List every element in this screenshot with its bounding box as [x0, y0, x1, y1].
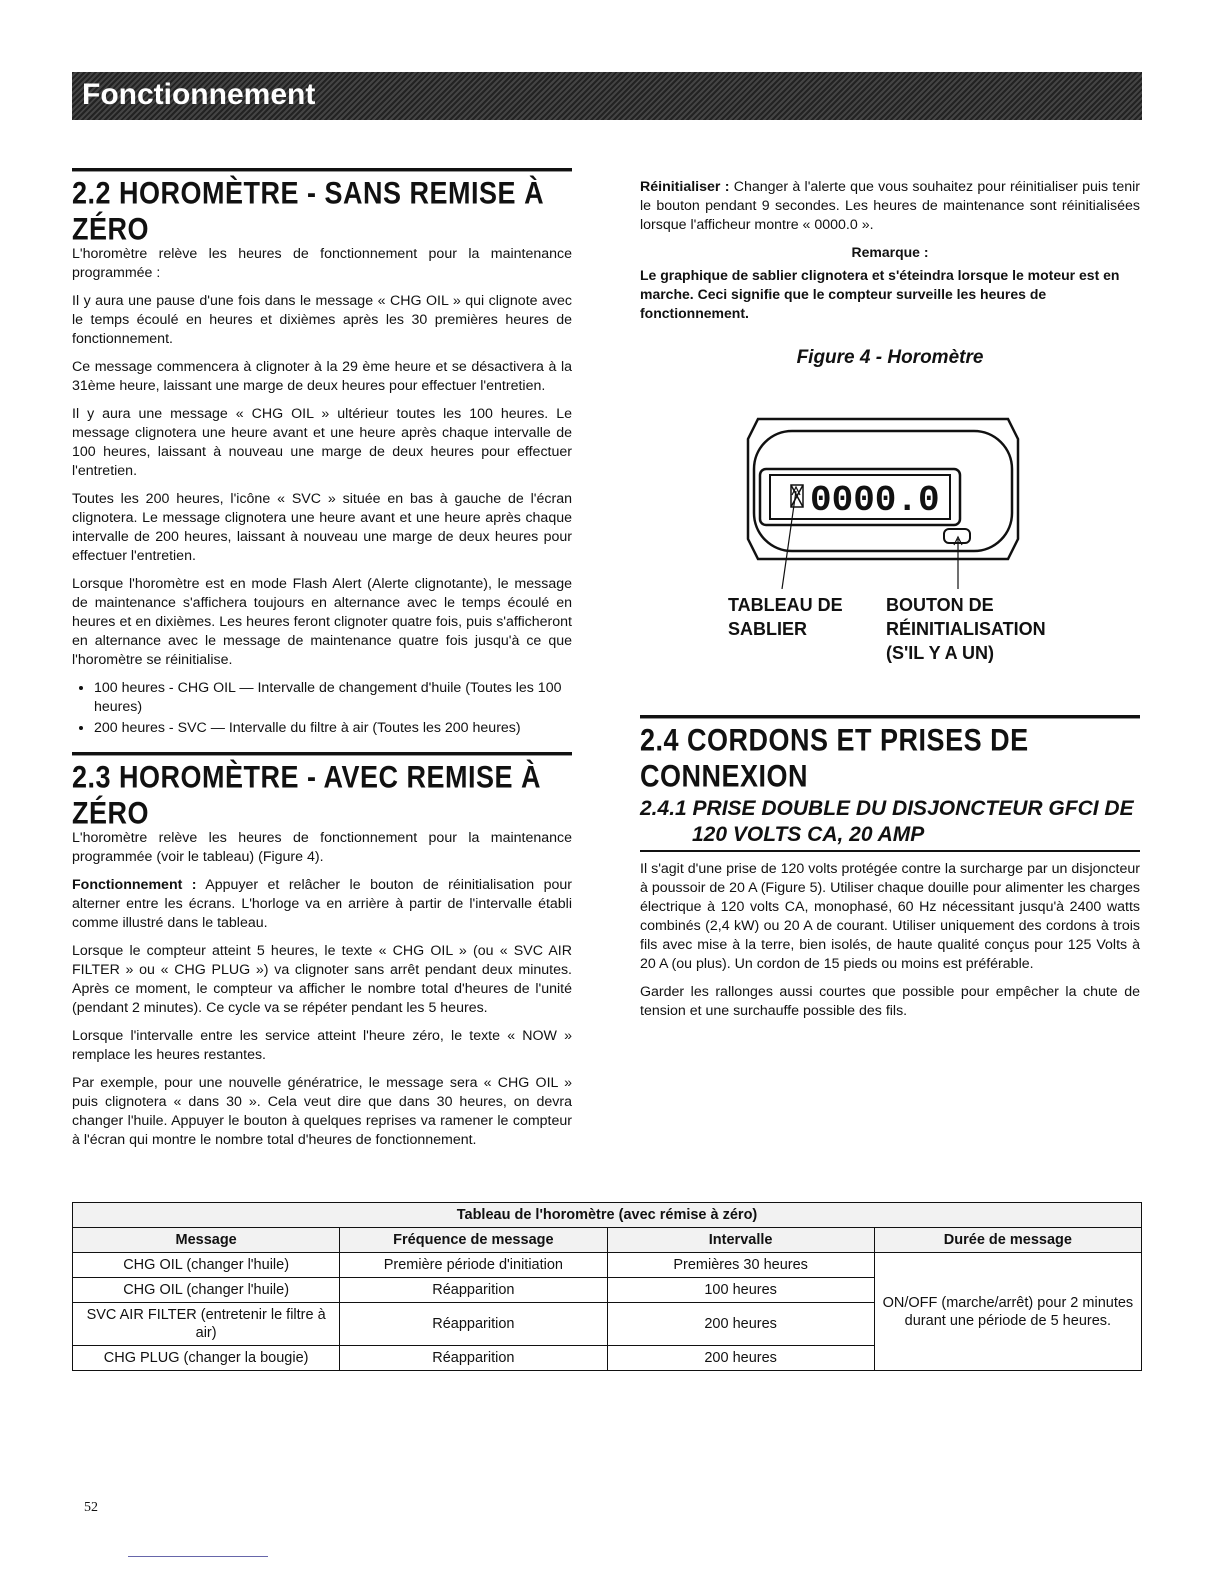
- duration-cell: ON/OFF (marche/arrêt) pour 2 minutes durant une période de 5 heures.: [874, 1253, 1141, 1371]
- column-header: Message: [73, 1228, 340, 1253]
- hour-meter-figure: [640, 379, 1140, 709]
- column-header: Intervalle: [607, 1228, 874, 1253]
- table-cell: Réapparition: [340, 1278, 607, 1303]
- paragraph: Par exemple, pour une nouvelle génératrice, le message sera « CHG OIL » puis clignotera « dans 30 ». Cela veut dire que dans 30 heures, on devra changer l'huile. Appuyer le bouton à quelques reprises va ramener le compteur à l'écran qui montre le nombre total d'heures de fonctionnement.: [72, 1075, 572, 1148]
- table-cell: CHG OIL (changer l'huile): [73, 1278, 340, 1303]
- figure-caption: Figure 4 - Horomètre: [796, 347, 984, 368]
- paragraph: L'horomètre relève les heures de fonctionnement pour la maintenance programmée :: [72, 246, 572, 281]
- footer-divider: [128, 1556, 268, 1557]
- table-cell: 200 heures: [607, 1346, 874, 1371]
- section-2-4-title: 2.4 CORDONS ET PRISES DE CONNEXION: [640, 715, 1140, 794]
- column-header: Durée de message: [874, 1228, 1141, 1253]
- column-header: Fréquence de message: [340, 1228, 607, 1253]
- paragraph: Lorsque l'intervalle entre les service atteint l'heure zéro, le texte « NOW » remplace les heures restantes.: [72, 1028, 572, 1063]
- right-column: [640, 178, 1140, 1030]
- display-value: 0000.0: [810, 480, 940, 521]
- table-caption: Tableau de l'horomètre (avec rémise à zéro): [73, 1203, 1142, 1228]
- paragraph: Ce message commencera à clignoter à la 29 ème heure et se désactivera à la 31ème heure, laissant une marge de deux heures pour effectuer l'entretien.: [72, 359, 572, 394]
- table-cell: 100 heures: [607, 1278, 874, 1303]
- table-row: [73, 1253, 1142, 1278]
- paragraph: Toutes les 200 heures, l'icône « SVC » située en bas à gauche de l'écran clignotera. Le message clignotera une heure avant et une heure après chaque intervalle de 200 heures, laissant à nouveau une marge de deux heures pour effectuer l'entretien.: [72, 491, 572, 564]
- page-number: 52: [84, 1500, 98, 1515]
- section-banner: [72, 72, 1142, 120]
- section-2-2-title: 2.2 HOROMÈTRE - SANS REMISE À ZÉRO: [72, 168, 572, 247]
- hour-meter-illustration: [640, 379, 1140, 589]
- paragraph: Lorsque le compteur atteint 5 heures, le texte « CHG OIL » (ou « SVC AIR FILTER » ou « CHG PLUG ») va clignoter sans arrêt pendant deux minutes. Après ce moment, le compteur va afficher le nombre total d'heures de l'unité (pendant 2 minutes). Ce cycle va se répéter pendant les 5 heures.: [72, 943, 572, 1016]
- table-cell: Premières 30 heures: [607, 1253, 874, 1278]
- label-line: BOUTON DE: [886, 595, 994, 615]
- table-cell: Réapparition: [340, 1303, 607, 1346]
- label-line: (S'IL Y A UN): [886, 643, 994, 663]
- remark-heading: Remarque :: [851, 244, 929, 260]
- hourglass-label: [728, 593, 843, 641]
- table-cell: Première période d'initiation: [340, 1253, 607, 1278]
- table-cell: 200 heures: [607, 1303, 874, 1346]
- paragraph: Il s'agit d'une prise de 120 volts protégée contre la surcharge par un disjoncteur à poussoir de 20 A (Figure 5). Utiliser chaque douille pour alimenter les charges électrique à 120 volts CA, monophasé, 60 Hz nécessitant jusqu'à 2400 watts combinés (2,4 kW) ou 20 A de courant. Utiliser uniquement des cordons à trois fils avec mise à la terre, bien isolés, de haute qualité conçus pour 125 Volts à 20 A (ou plus). Un cordon de 15 pieds ou moins est préférable.: [640, 861, 1140, 972]
- list-item: • 200 heures - SVC — Intervalle du filtre à air (Toutes les 200 heures): [94, 719, 572, 738]
- table-cell: Réapparition: [340, 1346, 607, 1371]
- paragraph: [72, 876, 572, 933]
- remark-note: Le graphique de sablier clignotera et s'éteindra lorsque le moteur est en marche. Ceci signifie que le compteur surveille les heures de fonctionnement.: [640, 267, 1120, 321]
- paragraph: Il y aura une pause d'une fois dans le message « CHG OIL » qui clignote avec le temps écoulé en heures et dixièmes après les 30 premières heures de fonctionnement.: [72, 293, 572, 347]
- paragraph: Lorsque l'horomètre est en mode Flash Alert (Alerte clignotante), le message de maintenance s'affichera toujours en alternance avec le temps écoulé en heures et en dixièmes. Les heures feront clignoter quatre fois, puis s'afficheront en alternance avec le message de maintenance quatre fois jusqu'à ce que l'horomètre se réinitialise.: [72, 576, 572, 668]
- section-2-3-title: 2.3 HOROMÈTRE - AVEC REMISE À ZÉRO: [72, 752, 572, 831]
- table-cell: CHG PLUG (changer la bougie): [73, 1346, 340, 1371]
- term: Réinitialiser :: [640, 179, 730, 195]
- table-cell: SVC AIR FILTER (entretenir le filtre à air): [73, 1303, 340, 1346]
- bullet-list: [72, 679, 572, 738]
- left-column: [72, 168, 572, 1159]
- label-line: SABLIER: [728, 619, 808, 639]
- reset-button-label: [886, 593, 1046, 665]
- paragraph-text: Appuyer et relâcher le bouton de réinitialisation pour alterner entre les écrans. L'horloge va en arrière à partir de l'intervalle établi comme illustré dans le tableau.: [72, 877, 572, 931]
- term: Fonctionnement :: [72, 877, 197, 893]
- subsection-2-4-1-title: [640, 796, 1140, 852]
- paragraph: L'horomètre relève les heures de fonctionnement pour la maintenance programmée (voir le tableau) (Figure 4).: [72, 830, 572, 865]
- paragraph-text: Changer à l'alerte que vous souhaitez pour réinitialiser puis tenir le bouton pendant 9 secondes. Les heures de maintenance sont réinitialisées lorsque l'afficheur montre « 0000.0 ».: [640, 179, 1140, 233]
- banner-title: Fonctionnement: [82, 78, 316, 111]
- list-item: • 100 heures - CHG OIL — Intervalle de changement d'huile (Toutes les 100 heures): [94, 679, 572, 717]
- paragraph: [640, 178, 1140, 235]
- hour-meter-table: [72, 1202, 1142, 1371]
- reset-button-icon: [944, 529, 970, 543]
- table-cell: CHG OIL (changer l'huile): [73, 1253, 340, 1278]
- subtitle-line: 120 VOLTS CA, 20 AMP: [692, 823, 925, 846]
- subtitle-line: 2.4.1 PRISE DOUBLE DU DISJONCTEUR GFCI DE: [640, 797, 1134, 820]
- label-line: TABLEAU DE: [728, 595, 843, 615]
- paragraph: Il y aura une message « CHG OIL » ultérieur toutes les 100 heures. Le message clignotera une heure avant et une heure après chaque intervalle de 100 heures, laissant à nouveau une marge de deux heures pour effectuer l'entretien.: [72, 406, 572, 479]
- paragraph: Garder les rallonges aussi courtes que possible pour empêcher la chute de tension et une surchauffe possible des fils.: [640, 984, 1140, 1019]
- label-line: RÉINITIALISATION: [886, 619, 1046, 639]
